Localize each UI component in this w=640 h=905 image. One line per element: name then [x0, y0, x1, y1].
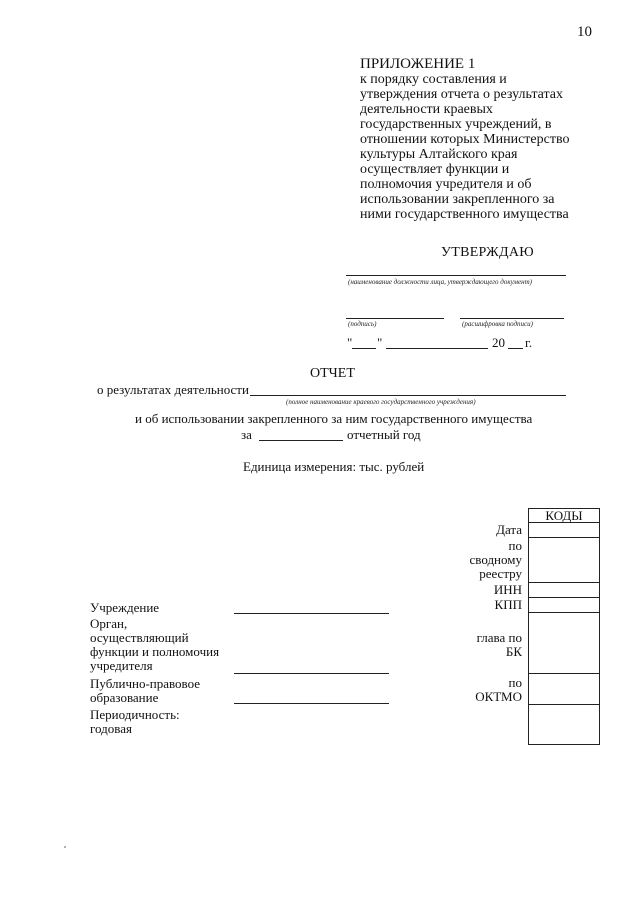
decoding-line[interactable]	[460, 318, 564, 319]
date-suffix: г.	[525, 335, 533, 350]
organ-line[interactable]	[234, 673, 389, 674]
report-title: ОТЧЕТ	[310, 366, 355, 381]
report-subject-prefix: о результатах деятельности	[97, 382, 249, 397]
period-line[interactable]	[259, 440, 343, 441]
label-organ-line: учредителя	[90, 658, 153, 673]
label-kpp: КПП	[494, 597, 522, 612]
label-institution: Учреждение	[90, 600, 160, 615]
appendix-heading: ПРИЛОЖЕНИЕ 1	[360, 56, 476, 72]
appendix-line: утверждения отчета о результатах	[360, 87, 563, 102]
label-periodicity-line: годовая	[90, 721, 132, 736]
appendix-block	[360, 57, 600, 222]
label-municipality	[90, 677, 200, 705]
label-periodicity	[90, 708, 180, 736]
appendix-line: полномочия учредителя и об	[360, 177, 532, 192]
report-property-line: и об использовании закрепленного за ним государственного имущества	[135, 411, 533, 426]
label-date: Дата	[496, 522, 522, 537]
decoding-caption: (расшифровка подписи)	[462, 320, 533, 328]
municipality-line[interactable]	[234, 703, 389, 704]
label-organ-line: Орган,	[90, 616, 128, 631]
code-cell-bk[interactable]	[528, 673, 600, 674]
label-registry	[440, 539, 522, 581]
label-registry-line: реестру	[479, 566, 522, 581]
codes-header: КОДЫ	[545, 508, 583, 523]
label-bk	[440, 631, 522, 659]
codes-divider	[528, 522, 600, 523]
date-year-line[interactable]	[508, 348, 523, 349]
codes-table	[528, 508, 600, 745]
code-cell-kpp[interactable]	[528, 612, 600, 613]
label-oktmo	[440, 676, 522, 704]
label-registry-line: по	[508, 538, 522, 553]
label-organ	[90, 617, 219, 673]
appendix-line: отношении которых Министерство	[360, 132, 570, 147]
code-cell-date[interactable]	[528, 537, 600, 538]
date-quote-close: "	[377, 335, 383, 350]
appendix-line: ними государственного имущества	[360, 207, 569, 222]
institution-caption: (полное наименование краевого государственного учреждения)	[286, 398, 476, 406]
signature-caption: (подпись)	[348, 320, 377, 328]
label-municipality-line: Публично-правовое	[90, 676, 201, 691]
approval-title: УТВЕРЖДАЮ	[441, 245, 534, 260]
appendix-line: осуществляет функции и	[360, 162, 510, 177]
code-cell-oktmo[interactable]	[528, 704, 600, 705]
appendix-line: деятельности краевых	[360, 102, 493, 117]
position-line[interactable]	[346, 275, 566, 276]
signature-line[interactable]	[346, 318, 444, 319]
label-oktmo-line: по	[508, 675, 522, 690]
period-prefix: за	[241, 427, 252, 442]
label-municipality-line: образование	[90, 690, 159, 705]
date-quote-open: "	[347, 335, 353, 350]
position-caption: (наименование должности лица, утверждающего документ)	[348, 278, 532, 286]
appendix-line: государственных учреждений, в	[360, 117, 552, 132]
label-oktmo-line: ОКТМО	[475, 689, 522, 704]
label-periodicity-line: Периодичность:	[90, 707, 180, 722]
appendix-line: к порядку составления и	[360, 72, 507, 87]
label-registry-line: сводному	[469, 552, 522, 567]
institution-line[interactable]	[234, 613, 389, 614]
label-organ-line: функции и полномочия	[90, 644, 220, 659]
label-bk-line: глава по	[476, 630, 522, 645]
period-suffix: отчетный год	[347, 427, 421, 442]
label-bk-line: БК	[505, 644, 522, 659]
code-cell-registry[interactable]	[528, 582, 600, 583]
institution-name-line[interactable]	[250, 395, 566, 396]
code-cell-inn[interactable]	[528, 597, 600, 598]
appendix-line: использовании закрепленного за	[360, 192, 555, 207]
date-day-line[interactable]	[352, 348, 376, 349]
label-organ-line: осуществляющий	[90, 630, 189, 645]
label-inn: ИНН	[493, 582, 522, 597]
scan-speck	[64, 846, 66, 848]
date-year-prefix: 20	[492, 335, 505, 350]
page-number: 10	[577, 24, 592, 40]
unit-of-measure: Единица измерения: тыс. рублей	[243, 459, 425, 474]
date-month-line[interactable]	[386, 348, 488, 349]
appendix-line: культуры Алтайского края	[360, 147, 518, 162]
